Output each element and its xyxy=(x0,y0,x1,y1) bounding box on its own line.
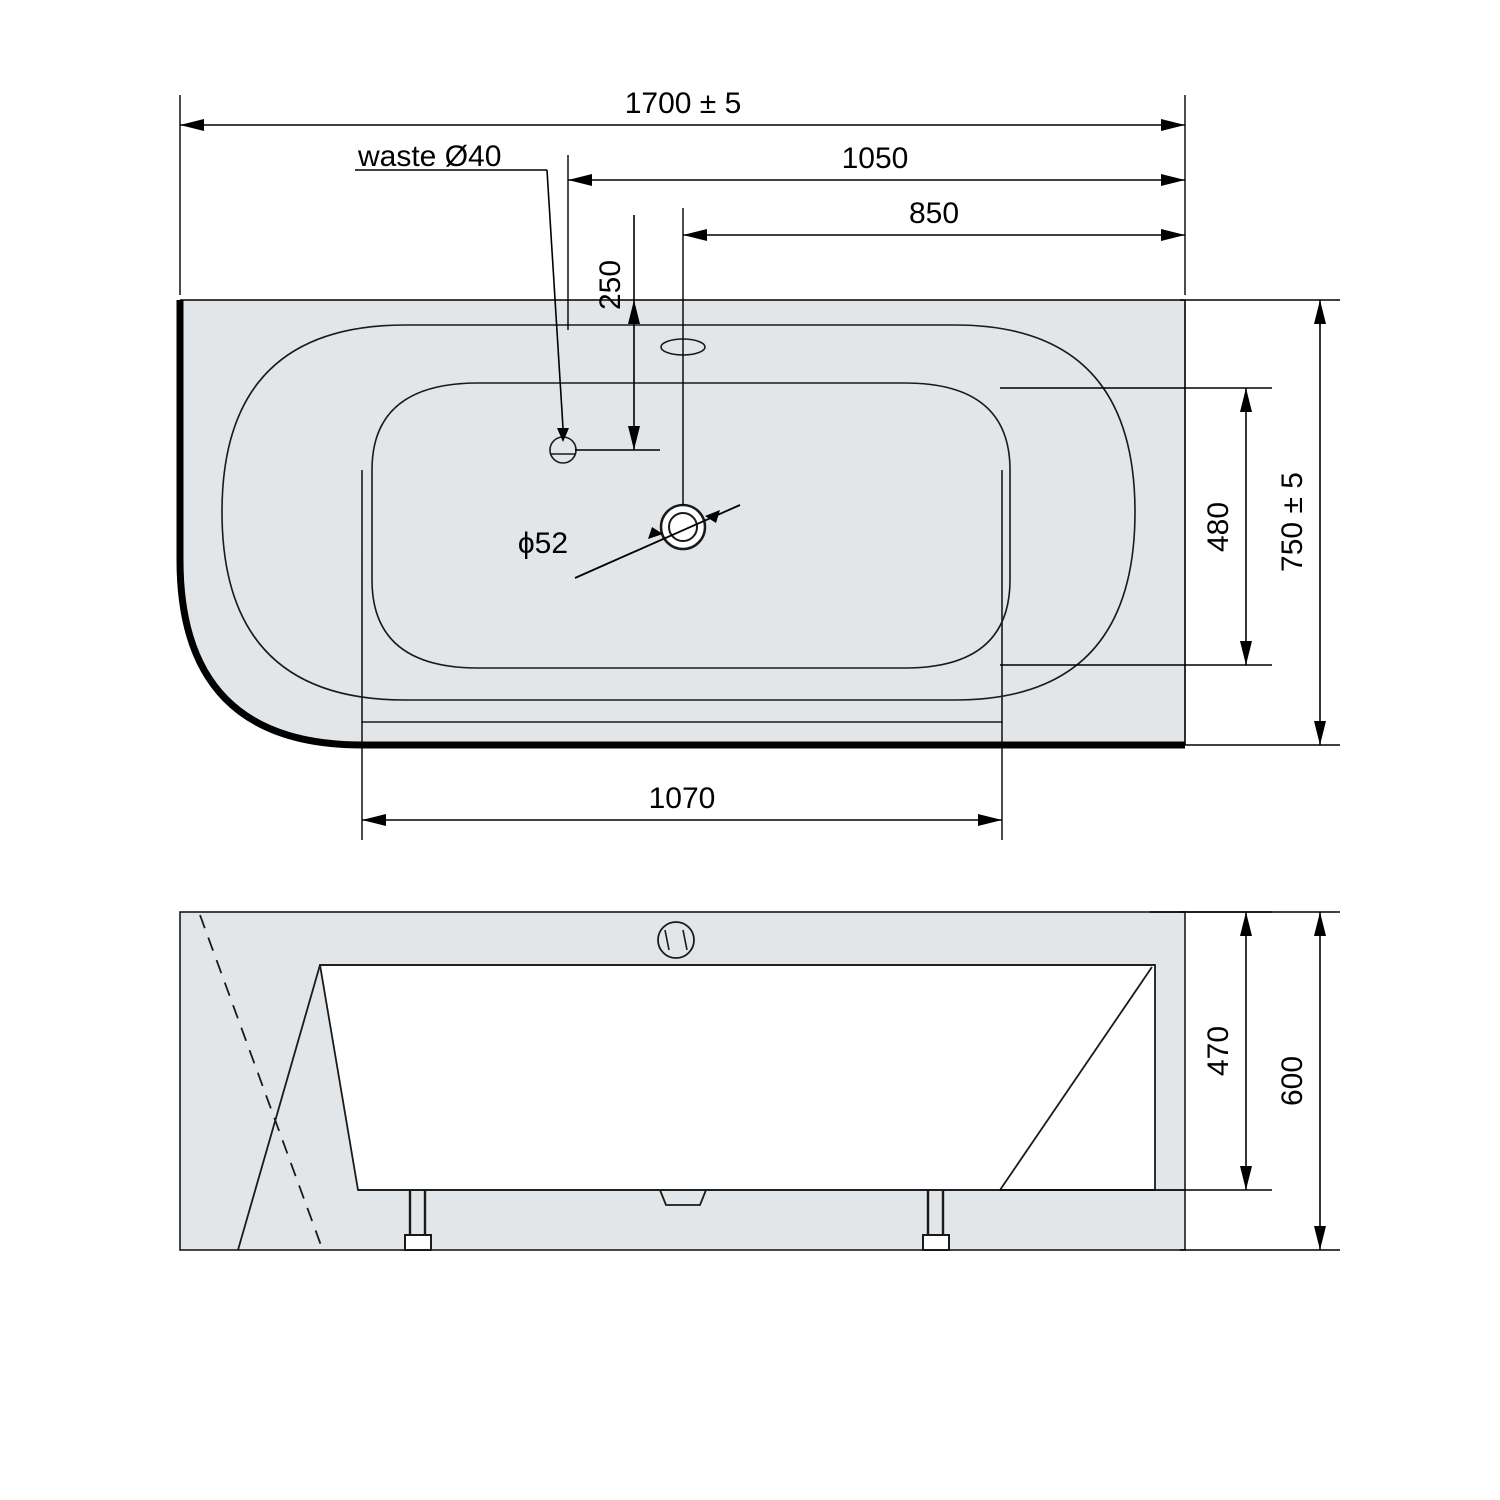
dim-label-1700: 1700 ± 5 xyxy=(624,87,742,120)
overflow-diameter-label: ϕ52 xyxy=(517,527,568,560)
front-view xyxy=(180,912,1340,1250)
arrow-470-top xyxy=(1240,912,1252,936)
arrow-480-top xyxy=(1240,388,1252,412)
dim-label-480: 480 xyxy=(1202,501,1235,553)
arrow-480-bottom xyxy=(1240,641,1252,665)
waste-label: waste Ø40 xyxy=(358,140,502,173)
arrow-1070-right xyxy=(978,814,1002,826)
arrow-1050-left xyxy=(568,174,592,186)
dim-label-250: 250 xyxy=(594,259,627,311)
arrow-1050-right xyxy=(1161,174,1185,186)
arrow-750-top xyxy=(1314,300,1326,324)
dim-label-1070: 1070 xyxy=(648,782,716,815)
dim-label-470: 470 xyxy=(1202,1025,1235,1077)
arrow-850-left xyxy=(683,229,707,241)
dim-label-850: 850 xyxy=(908,197,960,230)
arrow-850-right xyxy=(1161,229,1185,241)
arrow-470-bottom xyxy=(1240,1166,1252,1190)
arrow-1700-left xyxy=(180,119,204,131)
arrow-1700-right xyxy=(1161,119,1185,131)
arrow-600-bottom xyxy=(1314,1226,1326,1250)
front-view-apron xyxy=(320,965,1155,1190)
drain-inner-circle xyxy=(669,513,697,541)
dim-label-1050: 1050 xyxy=(841,142,909,175)
arrow-750-bottom xyxy=(1314,721,1326,745)
dim-label-750: 750 ± 5 xyxy=(1276,472,1309,572)
top-view xyxy=(180,87,1340,840)
arrow-600-top xyxy=(1314,912,1326,936)
dim-label-600: 600 xyxy=(1276,1055,1309,1107)
arrow-1070-left xyxy=(362,814,386,826)
